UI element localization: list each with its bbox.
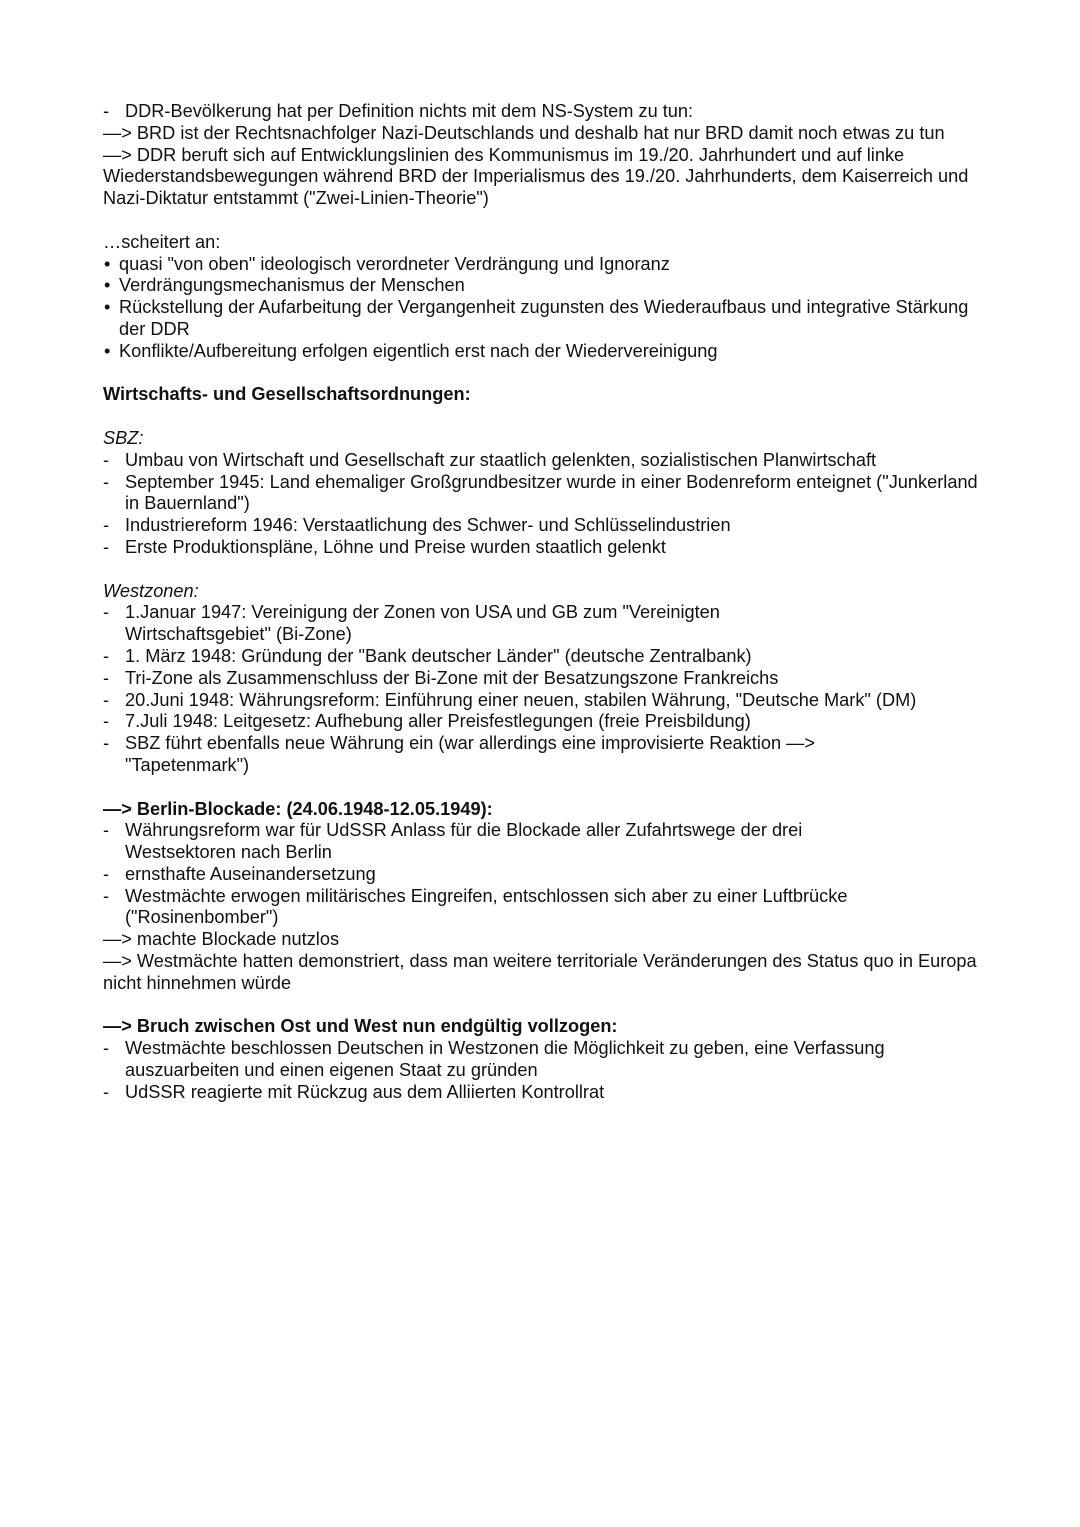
westzonen-item-text: 1. März 1948: Gründung der "Bank deutscher Länder" (deutsche Zentralbank) (125, 645, 752, 666)
westzonen-item-text: Tri-Zone als Zusammenschluss der Bi-Zone mit der Besatzungszone Frankreichs (125, 667, 779, 688)
westzonen-label: Westzonen: (103, 580, 199, 601)
scheitert-bullet-item (103, 341, 983, 363)
document-page (103, 101, 983, 1104)
section-heading-wirtschaft: Wirtschafts- und Gesellschaftsordnungen: (103, 384, 471, 405)
dash-marker: - (103, 515, 110, 536)
bruch-list-item (103, 1038, 991, 1082)
sbz-list-item (103, 472, 983, 516)
dash-marker: - (103, 645, 110, 666)
bullet-marker: • (104, 253, 111, 274)
dash-marker: - (103, 101, 110, 121)
blockade-item-text: ernsthafte Auseinandersetzung (125, 863, 376, 884)
bullet-marker: • (104, 297, 111, 318)
intro-arrow-note: —> BRD ist der Rechtsnachfolger Nazi-Deutschlands und deshalb hat nur BRD damit noch etwas zu tun (103, 122, 945, 143)
scheitert-heading: …scheitert an: (103, 231, 221, 252)
intro-list-item (103, 101, 983, 123)
dash-marker: - (103, 667, 110, 688)
dash-marker: - (103, 711, 110, 732)
sbz-item-text: Industriereform 1946: Verstaatlichung des Schwer- und Schlüsselindustrien (125, 515, 731, 536)
westzonen-list-item (103, 711, 983, 733)
westzonen-item-text: SBZ führt ebenfalls neue Währung ein (war allerdings eine improvisierte Reaktion —> "Tapetenmark") (125, 733, 815, 775)
bruch-list-item (103, 1082, 983, 1104)
sbz-list-item (103, 450, 983, 472)
westzonen-list-item (103, 690, 925, 712)
westzonen-item-text: 7.Juli 1948: Leitgesetz: Aufhebung aller Preisfestlegungen (freie Preisbildung) (125, 711, 751, 732)
dash-marker: - (103, 1081, 110, 1102)
intro-item-text: DDR-Bevölkerung hat per Definition nichts mit dem NS-System zu tun: (125, 101, 694, 121)
blockade-arrow-note: —> Westmächte hatten demonstriert, dass man weitere territoriale Veränderungen des Status quo in Europa nicht hinnehmen würde (103, 951, 977, 993)
dash-marker: - (103, 733, 110, 754)
dash-marker: - (103, 602, 110, 623)
bruch-item-text: UdSSR reagierte mit Rückzug aus dem Alliierten Kontrollrat (125, 1081, 605, 1102)
blockade-list-item (103, 820, 915, 864)
sbz-label: SBZ: (103, 427, 144, 448)
westzonen-item-text: 20.Juni 1948: Währungsreform: Einführung einer neuen, stabilen Währung, "Deutsche Mark" (DM) (125, 689, 917, 710)
blockade-item-text: Währungsreform war für UdSSR Anlass für die Blockade aller Zufahrtswege der drei Westsektoren nach Berlin (125, 820, 803, 863)
section-heading-blockade: —> Berlin-Blockade: (24.06.1948-12.05.1949): (103, 798, 493, 819)
scheitert-bullet-item (103, 254, 983, 276)
westzonen-list-item (103, 668, 983, 690)
dash-marker: - (103, 863, 110, 884)
sbz-item-text: Erste Produktionspläne, Löhne und Preise wurden staatlich gelenkt (125, 536, 666, 557)
sbz-list-item (103, 515, 983, 537)
sbz-item-text: Umbau von Wirtschaft und Gesellschaft zur staatlich gelenkten, sozialistischen Planwirtschaft (125, 449, 877, 470)
dash-marker: - (103, 1038, 110, 1059)
blockade-list-item (103, 886, 965, 930)
intro-arrow-note: —> DDR beruft sich auf Entwicklungslinien des Kommunismus im 19./20. Jahrhundert und auf linke Wiederstandsbewegungen während BRD der Imperialismus des 19./20. Jahrhunderts, dem Kaiserreich und Nazi-Diktatur entstammt ("Zwei-Linien-Theorie") (103, 144, 969, 209)
westzonen-list-item (103, 733, 915, 777)
blockade-arrow-note: —> machte Blockade nutzlos (103, 929, 340, 950)
scheitert-bullet-text: quasi "von oben" ideologisch verordneter Verdrängung und Ignoranz (119, 253, 670, 274)
dash-marker: - (103, 449, 110, 470)
westzonen-item-text: 1.Januar 1947: Vereinigung der Zonen von USA und GB zum "Vereinigten Wirtschaftsgebiet" (Bi-Zone) (125, 602, 720, 645)
bullet-marker: • (104, 275, 111, 296)
sbz-list-item (103, 537, 983, 559)
section-heading-bruch: —> Bruch zwischen Ost und West nun endgültig vollzogen: (103, 1016, 618, 1037)
dash-marker: - (103, 689, 110, 710)
scheitert-bullet-item (103, 297, 985, 341)
dash-marker: - (103, 536, 110, 557)
dash-marker: - (103, 885, 110, 906)
westzonen-list-item (103, 646, 983, 668)
scheitert-bullet-text: Rückstellung der Aufarbeitung der Vergangenheit zugunsten des Wiederaufbaus und integrative Stärkung der DDR (119, 297, 969, 339)
westzonen-list-item (103, 602, 825, 646)
scheitert-bullet-item (103, 275, 983, 297)
scheitert-bullet-text: Konflikte/Aufbereitung erfolgen eigentlich erst nach der Wiedervereinigung (119, 340, 718, 361)
dash-marker: - (103, 820, 110, 841)
sbz-item-text: September 1945: Land ehemaliger Großgrundbesitzer wurde in einer Bodenreform enteignet ("Junkerland in Bauernland") (125, 471, 978, 514)
blockade-list-item (103, 864, 983, 886)
dash-marker: - (103, 471, 110, 492)
bruch-item-text: Westmächte beschlossen Deutschen in Westzonen die Möglichkeit zu geben, eine Verfassung auszuarbeiten und einen eigenen Staat zu gründen (125, 1038, 885, 1081)
blockade-item-text: Westmächte erwogen militärisches Eingreifen, entschlossen sich aber zu einer Luftbrücke ("Rosinenbomber") (125, 885, 848, 928)
scheitert-bullet-text: Verdrängungsmechanismus der Menschen (119, 275, 465, 296)
bullet-marker: • (104, 340, 111, 361)
